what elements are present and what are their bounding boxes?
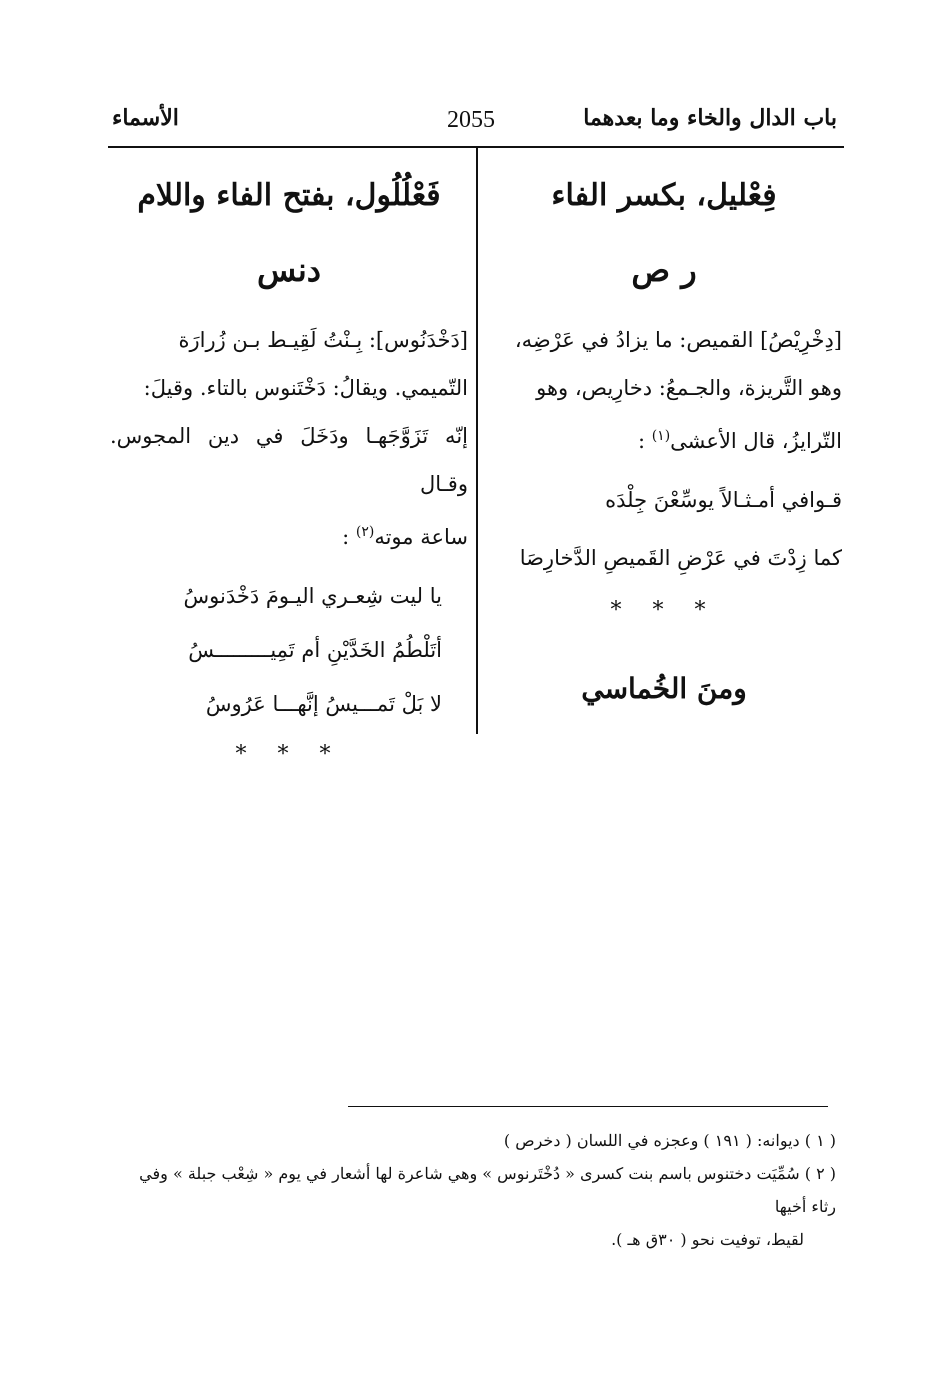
entry-line-text: التّرايزُ، قال الأعشى — [670, 429, 842, 453]
chapter-header: باب الدال والخاء وما بعدهما — [583, 105, 837, 131]
entry-line-end: : — [342, 525, 350, 549]
subsection-title: ومنَ الخُماسي — [581, 672, 747, 705]
separator-stars: * * * — [235, 742, 343, 767]
entry-line: [دِخْرِيْصُ] القميص: ما يزادُ في عَرْضِه، — [514, 328, 842, 352]
verse-line: قـوافي أمـثـالاً يوسِّعْنَ جِلْدَه — [605, 488, 842, 512]
footnote: ( ١ ) ديوانه: ( ١٩١ ) وعجزه في اللسان ( دخرص ) — [503, 1131, 836, 1150]
verse-line: كما زِدْتَ في عَرْضِ القَميصِ الدَّخارِصَا — [519, 546, 842, 570]
entry-line-end: : — [637, 429, 646, 453]
entry-line-text: ساعة موته — [374, 525, 468, 549]
page-number: 2055 — [447, 107, 495, 133]
entry-line: [دَخْدَنُوس]: بِـنْتُ لَقِيـط بـن زُرارَة — [178, 328, 468, 352]
right-column — [486, 172, 842, 709]
footnote: ( ٢ ) سُمِّيَت دختنوس باسم بنت كسرى « دُخْتَرنوس » وهي شاعرة لها أشعار في يوم « شِعْب جبلة » وفي رثاء أخيها — [139, 1164, 836, 1216]
separator-stars: * * * — [610, 598, 718, 623]
footnote-continuation: لقيط، توفيت نحو ( ٣٠ق هـ ). — [611, 1230, 804, 1249]
entry-line — [110, 508, 468, 561]
verse-line: يا ليت شِعـري اليـومَ دَخْدَنوسُ — [183, 584, 442, 608]
entry-line: إنّه تَزَوَّجَهـا ودَخَلَ في دين المجوس. وقـال — [110, 424, 468, 496]
column-divider — [476, 146, 478, 734]
verse-line: أتَلْطُمُ الخَدَّيْنِ أم تَمِيـــــــــسُ — [188, 638, 442, 662]
entry-line: التّميمي. ويقالُ: دَخْتَنوس بالتاء. وقيلَ: — [143, 376, 468, 400]
section-header: الأسماء — [112, 105, 179, 131]
entry-text — [486, 316, 842, 465]
verse-line: لا بَلْ تَمـــيسُ إنَّهـــا عَرُوسُ — [205, 692, 442, 716]
verse — [110, 569, 468, 731]
footnotes — [112, 1124, 836, 1256]
verse — [486, 471, 842, 587]
footnote-rule — [348, 1106, 828, 1107]
footnote-ref: (١) — [651, 428, 671, 444]
section-title: فِعْليل، بكسر الفاء — [551, 178, 777, 213]
section-title: فَعْلُلُول، بفتح الفاء واللام — [137, 178, 441, 213]
entry-line: وهو التَّريزة، والجـمعُ: دخارِيص، وهو — [536, 376, 842, 400]
entry-line — [486, 412, 842, 465]
footnote-ref: (٢) — [355, 524, 375, 540]
entry-text — [110, 316, 468, 561]
root-heading: دنس — [257, 251, 321, 289]
left-column — [110, 172, 468, 775]
root-heading: ر ص — [631, 251, 697, 289]
